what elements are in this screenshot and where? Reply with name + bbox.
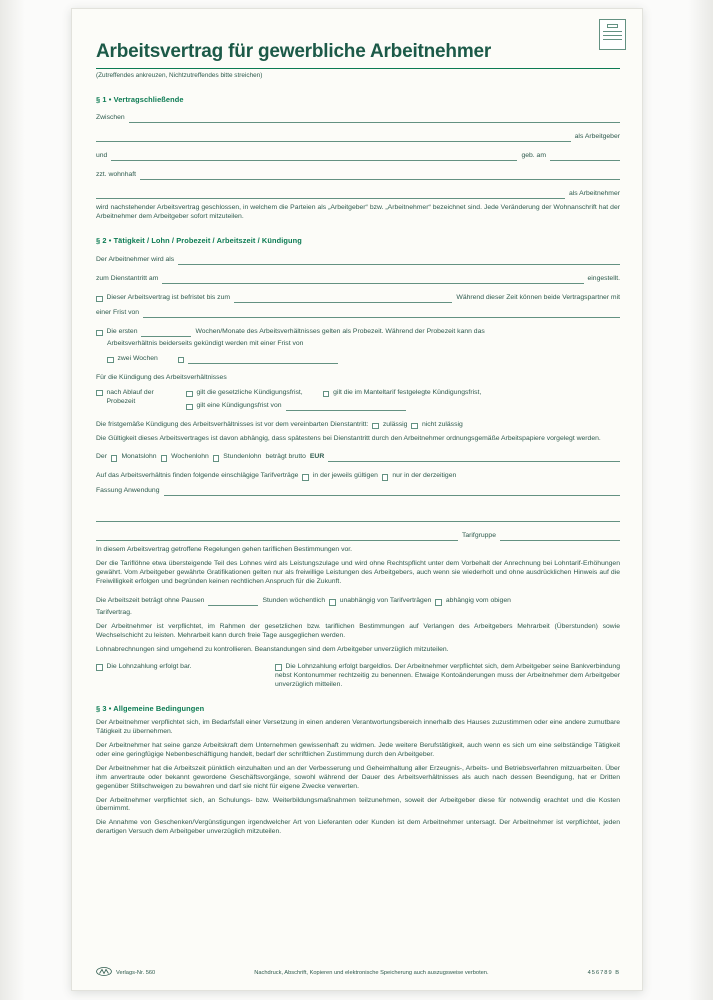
label-stunden-woechentlich: Stunden wöchentlich	[262, 597, 326, 605]
checkbox-lohn-bar[interactable]	[96, 664, 103, 671]
label-befristet-2: Während dieser Zeit können beide Vertragspartner mit	[456, 293, 620, 301]
row-probezeit	[96, 328, 620, 337]
row-employer	[96, 133, 620, 142]
label-jeweils-gueltig: in der jeweils gültigen	[312, 472, 378, 480]
overtime-paragraph: Der Arbeitnehmer ist verpflichtet, im Rahmen der gesetzlichen bzw. tariflichen Bestimmungen auf Verlangen des Arbeitgebers Mehrarbeit (Überstunden) sowie Wechselschicht zu leisten. Mehrarbeit kann durch freie Tage ausgeglichen werden.	[96, 623, 620, 640]
weekly-hours-line[interactable]	[208, 598, 258, 606]
contract-form-sheet	[71, 8, 643, 991]
label-stundenlohn: Stundenlohn	[223, 453, 262, 461]
label-frist-von: einer Frist von	[96, 308, 140, 316]
checkbox-manteltarif-frist[interactable]	[323, 391, 330, 398]
label-eur: EUR	[309, 453, 325, 461]
start-date-line[interactable]	[162, 276, 583, 284]
form-subtitle: (Zutreffendes ankreuzen, Nichtzutreffendes bitte streichen)	[96, 72, 263, 80]
label-gesetzliche-frist: gilt die gesetzliche Kündigungsfrist,	[196, 388, 303, 396]
label-derzeitige: nur in der derzeitigen	[392, 472, 457, 480]
intro-paragraph: wird nachstehender Arbeitsvertrag geschlossen, in welchem die Parteien als „Arbeitgeber“ bzw. „Arbeitnehmer“ bezeichnet sind. Jede Veränderung der Wohnanschrift hat der Arbeitnehmer dem Arbeitgeber sofort mitzuteilen.	[96, 204, 620, 221]
label-die-ersten: Die ersten	[106, 327, 138, 335]
fixed-term-date-line[interactable]	[234, 295, 452, 303]
general-paragraph-2: Der Arbeitnehmer hat seine ganze Arbeitskraft dem Unternehmen gewissenhaft zu widmen. Jede weitere Berufstätigkeit, auch wenn es sich um eine selbständige Tätigkeit oder eine geringfügige Nebenbeschäftigung handelt, bedarf der schriftlichen Zustimmung durch den Arbeitgeber.	[96, 741, 620, 758]
employer-address-line[interactable]	[96, 134, 571, 142]
label-zwei-wochen: zwei Wochen	[117, 354, 158, 362]
row-tariff-2	[96, 514, 620, 522]
employee-name-line[interactable]	[111, 153, 517, 161]
form-footer	[96, 967, 620, 980]
residence-line[interactable]	[140, 172, 620, 180]
row-zwei-wochen	[107, 355, 620, 364]
checkbox-eigene-frist[interactable]	[186, 404, 193, 411]
option-cashless-payment	[275, 663, 620, 690]
label-tarifgruppe: Tarifgruppe	[461, 532, 496, 540]
employee-address-line[interactable]	[96, 191, 565, 199]
label-tarif: Auf das Arbeitsverhältnis finden folgende einschlägige Tarifverträge	[96, 472, 299, 480]
label-geb-am: geb. am	[521, 152, 546, 160]
label-nach-ablauf: nach Ablauf der Probezeit	[106, 388, 154, 405]
tariff-line-1[interactable]	[164, 488, 621, 496]
copyright-notice: Nachdruck, Abschrift, Kopieren und elektronische Speicherung auch auszugsweise verboten.	[254, 969, 489, 976]
label-kuendigung-titel: Für die Kündigung des Arbeitsverhältnisses	[96, 373, 227, 381]
birthdate-line[interactable]	[550, 153, 620, 161]
row-befristet	[96, 294, 620, 303]
checkbox-derzeitige[interactable]	[382, 474, 389, 481]
checkbox-zulaessig[interactable]	[372, 423, 379, 430]
payslip-paragraph: Lohnabrechnungen sind umgehend zu kontrollieren. Beanstandungen sind dem Arbeitgeber unverzüglich mitzuteilen.	[96, 646, 449, 654]
label-betraegt: beträgt brutto	[265, 453, 306, 461]
checkbox-abhaengig[interactable]	[435, 599, 442, 606]
wage-amount-line[interactable]	[328, 454, 620, 462]
general-paragraph-5: Die Annahme von Geschenken/Vergünstigungen irgendwelcher Art von Lieferanten oder Kunden ist dem Arbeitnehmer untersagt. Der Arbeitnehmer ist verpflichtet, jeden derartigen Versuch dem Arbeitgeber unverzüglich mitzuteilen.	[96, 819, 620, 836]
checkbox-gesetzliche-frist[interactable]	[186, 391, 193, 398]
row-probezeit-2	[107, 340, 620, 349]
label-zulaessig: zulässig	[382, 420, 408, 428]
option-nach-ablauf	[96, 389, 182, 407]
row-arbeitnehmer	[96, 190, 620, 199]
publisher-logo-icon	[96, 967, 112, 980]
probation-length-line[interactable]	[141, 329, 191, 337]
row-fassung	[96, 487, 620, 496]
checkbox-stundenlohn[interactable]	[213, 455, 220, 462]
tariff-line-2[interactable]	[96, 514, 620, 522]
label-probezeit-2: Arbeitsverhältnis beiderseits gekündigt werden mit einer Frist von	[107, 339, 304, 347]
row-eigene-frist	[186, 402, 620, 411]
job-title-line[interactable]	[178, 257, 620, 265]
title-divider	[96, 68, 620, 69]
label-wochenlohn: Wochenlohn	[171, 453, 209, 461]
label-lohn-bargeldlos: Die Lohnzahlung erfolgt bargeldlos. Der Arbeitnehmer verpflichtet sich, dem Arbeitgeber seine Bankverbindung nebst Kontonummer rechtzeitig zu benennen. Etwaige Kontoänderungen muss der Arbeitnehmer dem Arbeitgeber unverzüglich mitteilen.	[275, 663, 620, 688]
label-zwischen: Zwischen	[96, 114, 125, 122]
checkbox-andere-frist[interactable]	[178, 357, 185, 364]
bonus-paragraph: Der die Tariflöhne etwa übersteigende Teil des Lohnes wird als Leistungszulage und wird ohne Rechtspflicht unter dem Vorbehalt der Anrechnung bei Lohntarif-Erhöhungen gewährt. Vom Arbeitgeber gewährte Gratifikationen gelten nur als freiwillige Leistungen des Arbeitgebers, auch wenn sie wiederholt und ohne ausdrücklichen Hinweis auf die Freiwilligkeit erfolgen und begründen keinen rechtlichen Anspruch für die Zukunft.	[96, 560, 620, 586]
tariff-line-3[interactable]	[96, 533, 458, 541]
label-wohnhaft: zzt. wohnhaft	[96, 171, 137, 179]
label-abhaengig: abhängig vom obigen	[445, 597, 511, 605]
row-job-title	[96, 256, 620, 265]
checkbox-nicht-zulaessig[interactable]	[411, 423, 418, 430]
label-abhaengig-2: Tarifvertrag.	[96, 609, 132, 617]
probation-notice-line-rest[interactable]	[342, 356, 620, 364]
publisher-number: Verlags-Nr. 560	[116, 969, 156, 976]
checkbox-monatslohn[interactable]	[111, 455, 118, 462]
checkbox-lohn-bargeldlos[interactable]	[275, 664, 282, 671]
form-code: 456789 B	[587, 969, 620, 976]
row-wohnhaft	[96, 171, 620, 180]
notice-period-line[interactable]	[143, 310, 620, 318]
label-dienstantritt: zum Dienstantritt am	[96, 274, 159, 282]
row-start-date	[96, 275, 620, 284]
label-manteltarif-frist: gilt die im Manteltarif festgelegte Kündigungsfrist,	[333, 388, 482, 396]
termination-options-block	[96, 389, 620, 411]
label-befristet: Dieser Arbeitsvertrag ist befristet bis zum	[106, 293, 231, 301]
label-fristgemaess: Die fristgemäße Kündigung des Arbeitsverhältnisses ist vor dem vereinbarten Dienstantritt:	[96, 420, 369, 428]
label-monatslohn: Monatslohn	[121, 453, 157, 461]
tariff-group-line[interactable]	[500, 533, 620, 541]
general-paragraph-4: Der Arbeitnehmer verpflichtet sich, an Schulungs- bzw. Weiterbildungsmaßnahmen teilzunehmen, soweit der Arbeitgeber diese für notwendig erachtet und die Kosten übernimmt.	[96, 796, 620, 813]
quality-seal-icon	[599, 19, 626, 50]
label-unabhaengig: unabhängig von Tarifverträgen	[339, 597, 432, 605]
label-fassung: Fassung Anwendung	[96, 487, 160, 495]
checkbox-unabhaengig[interactable]	[329, 599, 336, 606]
checkbox-wochenlohn[interactable]	[161, 455, 168, 462]
label-arbeitszeit: Die Arbeitszeit beträgt ohne Pausen	[96, 597, 205, 605]
checkbox-jeweils-gueltig[interactable]	[302, 474, 309, 481]
label-wochen-monate: Wochen/Monate des Arbeitsverhältnisses gelten als Probezeit. Während der Probezeit kann das	[195, 327, 485, 335]
row-tarifgruppe	[96, 532, 620, 541]
form-title: Arbeitsvertrag für gewerbliche Arbeitnehmer	[96, 41, 492, 62]
row-employee	[96, 152, 620, 161]
general-paragraph-1: Der Arbeitnehmer verpflichtet sich, im Bedarfsfall einer Versetzung in einen anderen Verantwortungsbereich innerhalb des Hauses zuzustimmen oder eine andere zumutbare Tätigkeit zu übernehmen.	[96, 718, 620, 735]
regulations-note: In diesem Arbeitsvertrag getroffene Regelungen gehen tariflichen Bestimmungen vor.	[96, 546, 353, 554]
row-tarif	[96, 472, 620, 481]
row-frist-von	[96, 309, 620, 318]
option-cash-payment	[96, 663, 271, 672]
validity-paragraph: Die Gültigkeit dieses Arbeitsvertrages ist davon abhängig, dass spätestens bei Dienstantritt durch den Arbeitnehmer ordnungsgemäße Arbeitspapiere vorgelegt werden.	[96, 434, 601, 442]
payment-method-block	[96, 663, 620, 690]
termination-options-col	[186, 389, 620, 411]
row-frist-optionen	[186, 389, 620, 398]
label-lohn-bar: Die Lohnzahlung erfolgt bar.	[106, 663, 192, 671]
general-paragraph-3: Der Arbeitnehmer hat die Arbeitszeit pünktlich einzuhalten und an der Verbesserung und Geheimhaltung aller Erzeugnis-, Arbeits- und Betriebsverfahren mitzuarbeiten. Über ihm anvertraute oder bekannt gewordene Geschäftsvorgänge, sowohl während der Dauer des Arbeitsverhältnisses als auch nach dessen Beendigung, hat er Dritten gegenüber Stillschweigen zu bewahren und darf sie nicht für eigene Zwecke verwerten.	[96, 764, 620, 790]
publisher-block	[96, 967, 155, 980]
row-zwischen	[96, 114, 620, 123]
label-nicht-zulaessig: nicht zulässig	[421, 420, 463, 428]
row-wage	[96, 453, 620, 462]
section-2-heading: § 2 • Tätigkeit / Lohn / Probezeit / Arbeitszeit / Kündigung	[96, 236, 302, 246]
label-als-arbeitnehmer: als Arbeitnehmer	[568, 190, 620, 198]
section-3-heading: § 3 • Allgemeine Bedingungen	[96, 703, 205, 713]
checkbox-zwei-wochen[interactable]	[107, 357, 114, 364]
checkbox-probezeit[interactable]	[96, 330, 103, 337]
other-probation-notice-line[interactable]	[188, 356, 338, 364]
label-wird-als: Der Arbeitnehmer wird als	[96, 255, 175, 263]
row-fristgemaess	[96, 421, 620, 430]
label-eigene-frist: gilt eine Kündigungsfrist von	[196, 401, 282, 409]
label-eingestellt: eingestellt.	[587, 274, 620, 282]
custom-notice-line[interactable]	[286, 403, 406, 411]
row-arbeitszeit-2	[96, 609, 620, 618]
section-1-heading: § 1 • Vertragschließende	[96, 94, 184, 104]
checkbox-nach-ablauf[interactable]	[96, 390, 103, 397]
employer-name-line[interactable]	[129, 115, 620, 123]
label-und: und	[96, 152, 108, 160]
label-der: Der	[96, 453, 107, 461]
row-arbeitszeit	[96, 597, 620, 606]
row-kuendigung-titel	[96, 374, 620, 383]
label-als-arbeitgeber: als Arbeitgeber	[574, 133, 620, 141]
checkbox-befristet[interactable]	[96, 296, 103, 303]
